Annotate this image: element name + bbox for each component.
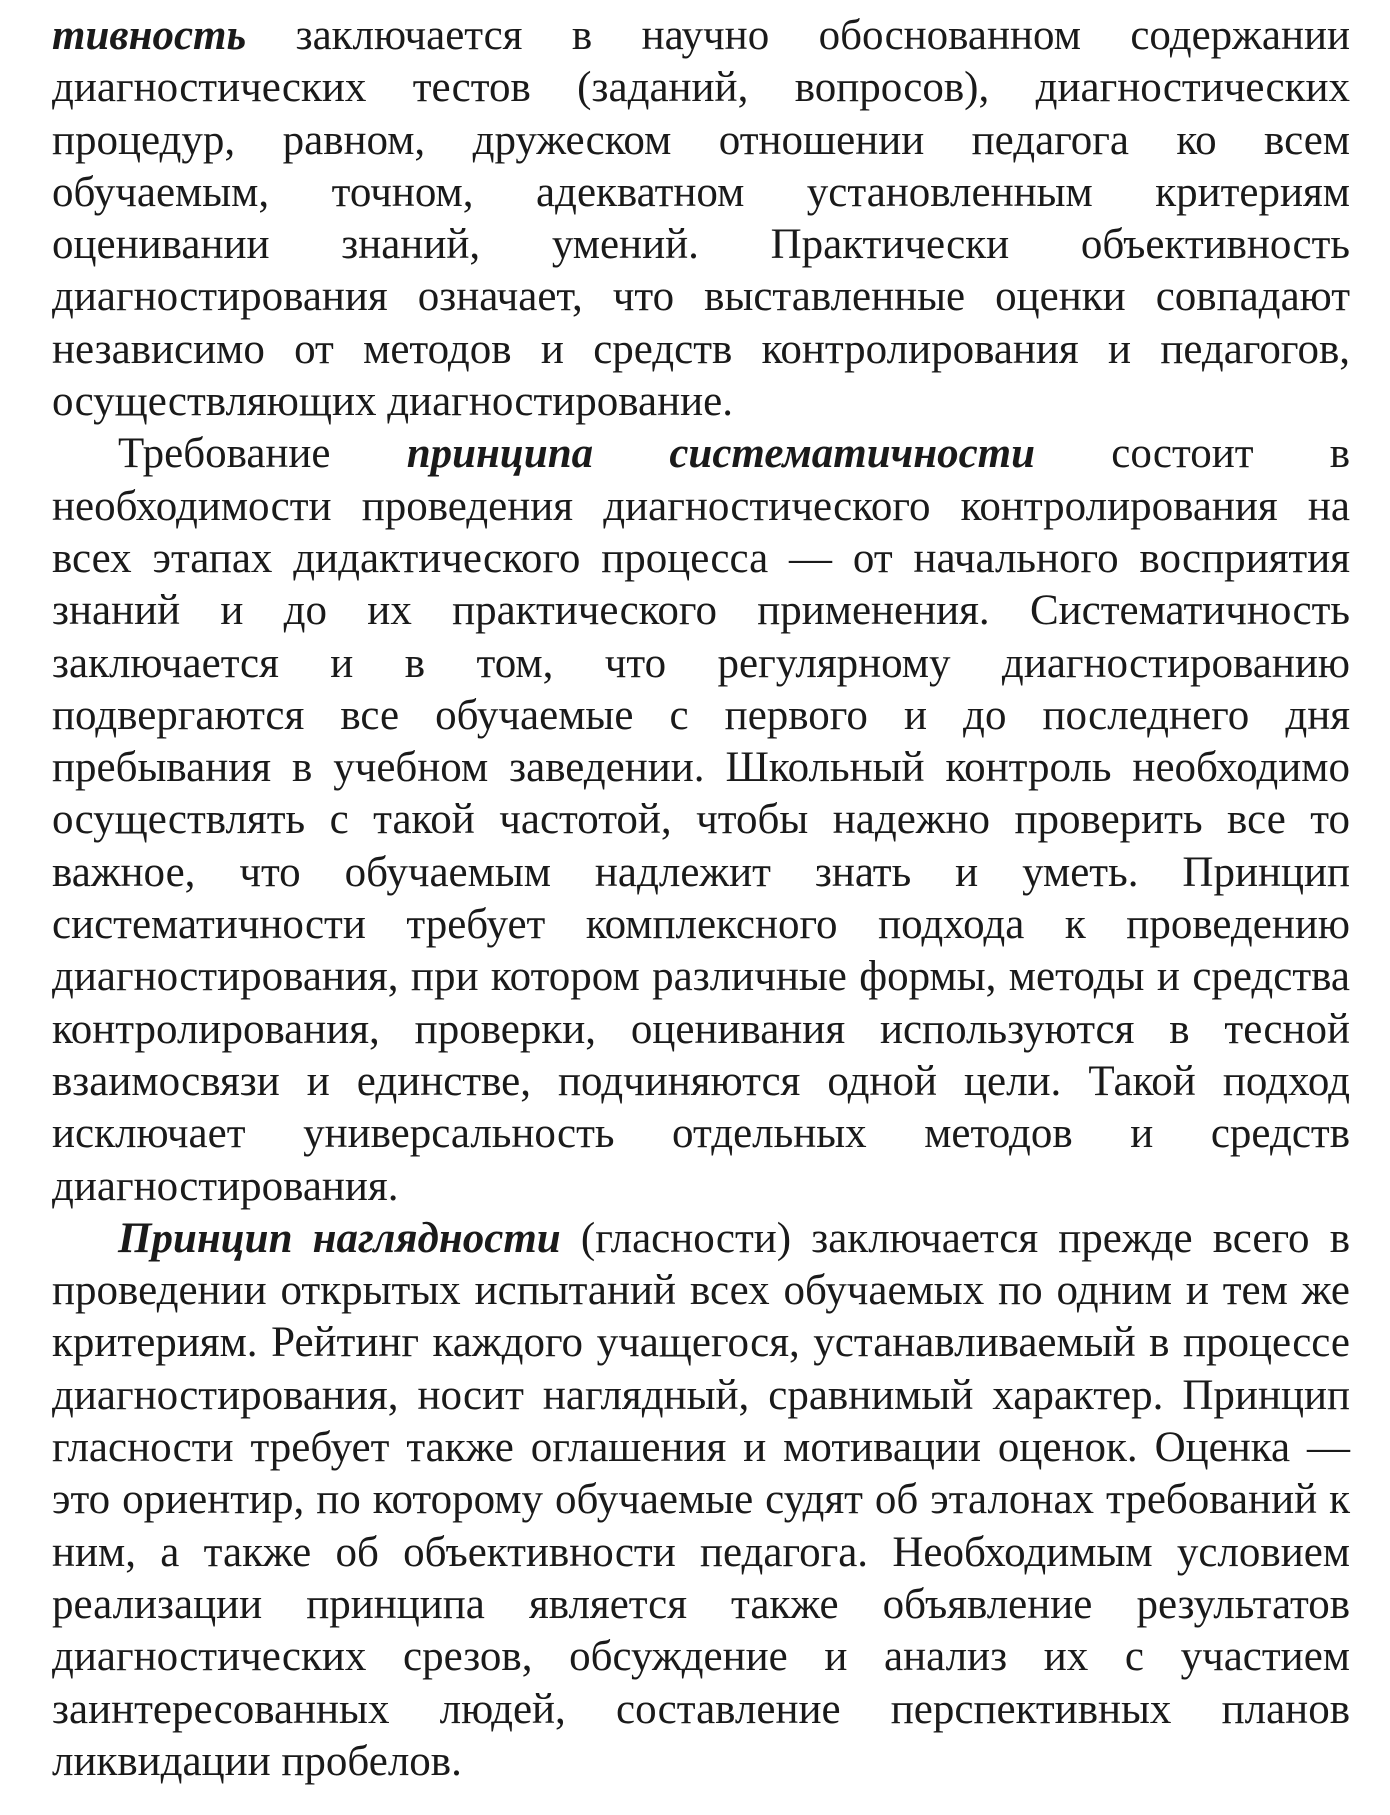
paragraph-text: заключается в научно обоснованном содержании диагностических тестов (заданий, вопросов), диагностических процедур, равном, дружеском отношении педагога ко всем обучаемым, точном, адекватном установленным критериям оценивании знаний, умений. Практически объективность диагностирования означает, что выставленные оценки совпадают независимо от методов и средств контролирования и педагогов, осуществляющих диагностирование. — [52, 12, 1350, 426]
paragraph-text: (гласности) заключается прежде всего в проведении открытых испытаний всех обучаемых по одним и тем же критериям. Рейтинг каждого учащегося, устанавливаемый в процессе диагностирования, носит наглядный, сравнимый характер. Принцип гласности требует также оглашения и мотивации оценок. Оценка — это ориентир, по которому обучаемые судят об эталонах требований к ним, а также об объективности педагога. Необходимым условием реализации принципа является также объявление результатов диагностических срезов, обсуждение и анализ их с участием заинтересованных людей, составление перспективных планов ликвидации пробелов. — [52, 1214, 1350, 1785]
emphasis-term: Принцип наглядности — [118, 1214, 561, 1262]
paragraph-visibility — [52, 1213, 1350, 1788]
paragraph-text: состоит в необходимости проведения диагностического контролирования на всех этапах дидактического процесса — от начального восприятия знаний и до их практического применения. Систематичность заключается и в том, что регулярному диагностированию подвергаются все обучаемые с первого и до последнего дня пребывания в учебном заведении. Школьный контроль необходимо осуществлять с такой частотой, чтобы надежно проверить все то важное, что обучаемым надлежит знать и уметь. Принцип систематичности требует комплексного подхода к проведению диагностирования, при котором различные формы, методы и средства контролирования, проверки, оценивания используются в тесной взаимосвязи и единстве, подчиняются одной цели. Такой подход исключает универсальность отдельных методов и средств диагностирования. — [52, 430, 1350, 1210]
emphasis-term: принципа систематичности — [406, 430, 1036, 478]
paragraph-objectivity — [52, 10, 1350, 428]
paragraph-systematicity — [52, 428, 1350, 1212]
paragraph-text-lead: Требование — [118, 430, 407, 478]
emphasis-term: тивность — [52, 12, 247, 59]
